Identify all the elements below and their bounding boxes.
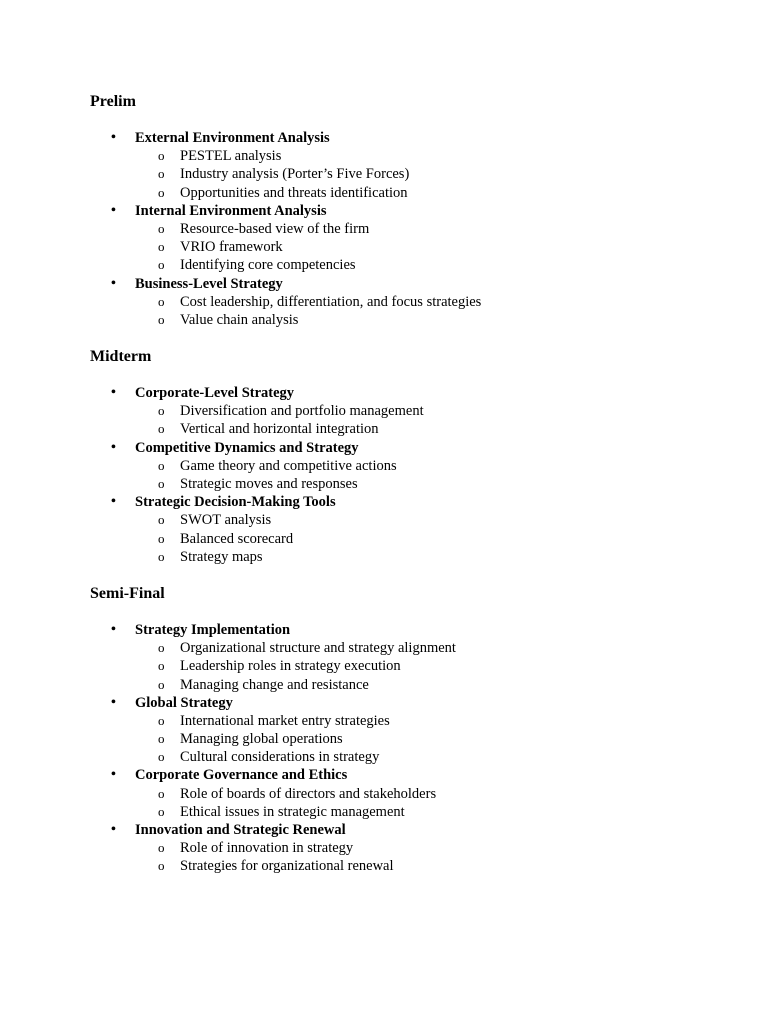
- section-heading: Midterm: [90, 348, 152, 366]
- topic-item: [90, 694, 768, 767]
- circle-bullet-icon: o: [158, 658, 165, 674]
- topic-title: Corporate Governance and Ethics: [135, 767, 348, 784]
- subtopic-list: [135, 147, 768, 202]
- subtopic-item: [135, 657, 768, 675]
- subtopic-text: Cultural considerations in strategy: [180, 749, 380, 766]
- circle-bullet-icon: o: [158, 676, 165, 692]
- subtopic-text: Diversification and portfolio management: [180, 403, 424, 420]
- circle-bullet-icon: o: [158, 840, 165, 856]
- subtopic-list: [135, 402, 768, 438]
- bullet-icon: •: [111, 130, 116, 145]
- subtopic-item: [135, 220, 768, 238]
- topic-list: [90, 384, 768, 566]
- subtopic-item: [135, 857, 768, 875]
- subtopic-text: Balanced scorecard: [180, 530, 294, 547]
- topic-item: [90, 493, 768, 566]
- subtopic-item: [135, 293, 768, 311]
- circle-bullet-icon: o: [158, 239, 165, 255]
- circle-bullet-icon: o: [158, 166, 165, 182]
- topic-item: [90, 275, 768, 330]
- circle-bullet-icon: o: [158, 731, 165, 747]
- circle-bullet-icon: o: [158, 548, 165, 564]
- subtopic-text: Value chain analysis: [180, 311, 299, 328]
- subtopic-text: Organizational structure and strategy alignment: [180, 640, 456, 657]
- topic-item: [90, 202, 768, 275]
- topic-title: Innovation and Strategic Renewal: [135, 822, 346, 838]
- circle-bullet-icon: o: [158, 858, 165, 874]
- topic-title: Internal Environment Analysis: [135, 202, 327, 219]
- circle-bullet-icon: o: [158, 421, 165, 437]
- subtopic-text: Cost leadership, differentiation, and focus strategies: [180, 293, 482, 310]
- subtopic-item: [135, 748, 768, 766]
- subtopic-text: Leadership roles in strategy execution: [180, 658, 401, 675]
- bullet-icon: •: [111, 494, 116, 510]
- topic-item: [90, 766, 768, 821]
- subtopic-item: [135, 785, 768, 803]
- topic-title: Corporate-Level Strategy: [135, 385, 295, 402]
- subtopic-item: [135, 238, 768, 256]
- subtopic-item: [135, 639, 768, 657]
- circle-bullet-icon: o: [158, 457, 165, 473]
- subtopic-item: [135, 457, 768, 475]
- subtopic-text: VRIO framework: [180, 239, 283, 256]
- subtopic-list: [135, 293, 768, 329]
- circle-bullet-icon: o: [158, 712, 165, 728]
- subtopic-item: [135, 803, 768, 821]
- subtopic-list: [135, 639, 768, 694]
- circle-bullet-icon: o: [158, 785, 165, 801]
- topic-item: [90, 129, 768, 202]
- subtopic-list: [135, 839, 768, 875]
- section-prelim: [90, 92, 768, 329]
- circle-bullet-icon: o: [158, 476, 165, 491]
- section-midterm: [90, 347, 768, 566]
- subtopic-list: [135, 220, 768, 275]
- bullet-icon: •: [111, 621, 116, 637]
- subtopic-text: Role of innovation in strategy: [180, 840, 354, 857]
- subtopic-text: Vertical and horizontal integration: [180, 421, 379, 438]
- subtopic-item: [135, 475, 768, 493]
- subtopic-item: [135, 511, 768, 529]
- subtopic-list: [135, 712, 768, 767]
- subtopic-text: Role of boards of directors and stakeholders: [180, 785, 437, 802]
- topic-list: [90, 621, 768, 876]
- circle-bullet-icon: o: [158, 640, 165, 656]
- circle-bullet-icon: o: [158, 530, 165, 546]
- subtopic-text: Ethical issues in strategic management: [180, 803, 405, 820]
- subtopic-item: [135, 676, 768, 694]
- topic-title: Strategic Decision-Making Tools: [135, 494, 336, 511]
- subtopic-text: PESTEL analysis: [180, 148, 282, 165]
- subtopic-item: [135, 420, 768, 438]
- subtopic-item: [135, 548, 768, 566]
- topic-title: External Environment Analysis: [135, 130, 330, 146]
- subtopic-item: [135, 311, 768, 329]
- topic-title: Strategy Implementation: [135, 621, 291, 638]
- subtopic-item: [135, 730, 768, 748]
- subtopic-text: Strategic moves and responses: [180, 476, 358, 492]
- topic-item: [90, 439, 768, 494]
- topic-item: [90, 621, 768, 694]
- subtopic-text: Strategies for organizational renewal: [180, 858, 394, 875]
- circle-bullet-icon: o: [158, 148, 165, 164]
- topic-list: [90, 129, 768, 329]
- topic-title: Global Strategy: [135, 694, 233, 711]
- subtopic-item: [135, 530, 768, 548]
- bullet-icon: •: [111, 439, 116, 455]
- bullet-icon: •: [111, 694, 116, 710]
- circle-bullet-icon: o: [158, 220, 165, 236]
- subtopic-item: [135, 256, 768, 274]
- circle-bullet-icon: o: [158, 512, 165, 528]
- subtopic-text: Industry analysis (Porter’s Five Forces): [180, 166, 410, 183]
- bullet-icon: •: [111, 385, 116, 401]
- subtopic-text: International market entry strategies: [180, 712, 390, 729]
- circle-bullet-icon: o: [158, 311, 165, 327]
- subtopic-list: [135, 511, 768, 566]
- subtopic-text: Strategy maps: [180, 548, 263, 565]
- bullet-icon: •: [111, 822, 116, 837]
- subtopic-item: [135, 184, 768, 202]
- circle-bullet-icon: o: [158, 257, 165, 273]
- subtopic-item: [135, 712, 768, 730]
- topic-title: Business-Level Strategy: [135, 275, 283, 292]
- subtopic-text: SWOT analysis: [180, 512, 272, 529]
- topic-item: [90, 384, 768, 439]
- subtopic-text: Resource-based view of the firm: [180, 220, 370, 237]
- circle-bullet-icon: o: [158, 403, 165, 419]
- section-heading: Prelim: [90, 93, 136, 110]
- circle-bullet-icon: o: [158, 184, 165, 200]
- bullet-icon: •: [111, 767, 116, 783]
- section-semi-final: [90, 584, 768, 876]
- topic-item: [90, 821, 768, 876]
- bullet-icon: •: [111, 202, 116, 218]
- subtopic-text: Managing global operations: [180, 731, 343, 748]
- subtopic-list: [135, 457, 768, 493]
- circle-bullet-icon: o: [158, 803, 165, 819]
- subtopic-text: Managing change and resistance: [180, 676, 369, 693]
- subtopic-text: Game theory and competitive actions: [180, 457, 397, 474]
- bullet-icon: •: [111, 275, 116, 291]
- circle-bullet-icon: o: [158, 749, 165, 765]
- subtopic-item: [135, 839, 768, 857]
- subtopic-item: [135, 402, 768, 420]
- subtopic-text: Opportunities and threats identification: [180, 184, 408, 201]
- subtopic-list: [135, 785, 768, 821]
- subtopic-item: [135, 147, 768, 165]
- topic-title: Competitive Dynamics and Strategy: [135, 439, 359, 456]
- section-heading: Semi-Final: [90, 584, 165, 602]
- circle-bullet-icon: o: [158, 293, 165, 309]
- subtopic-text: Identifying core competencies: [180, 257, 356, 274]
- subtopic-item: [135, 165, 768, 183]
